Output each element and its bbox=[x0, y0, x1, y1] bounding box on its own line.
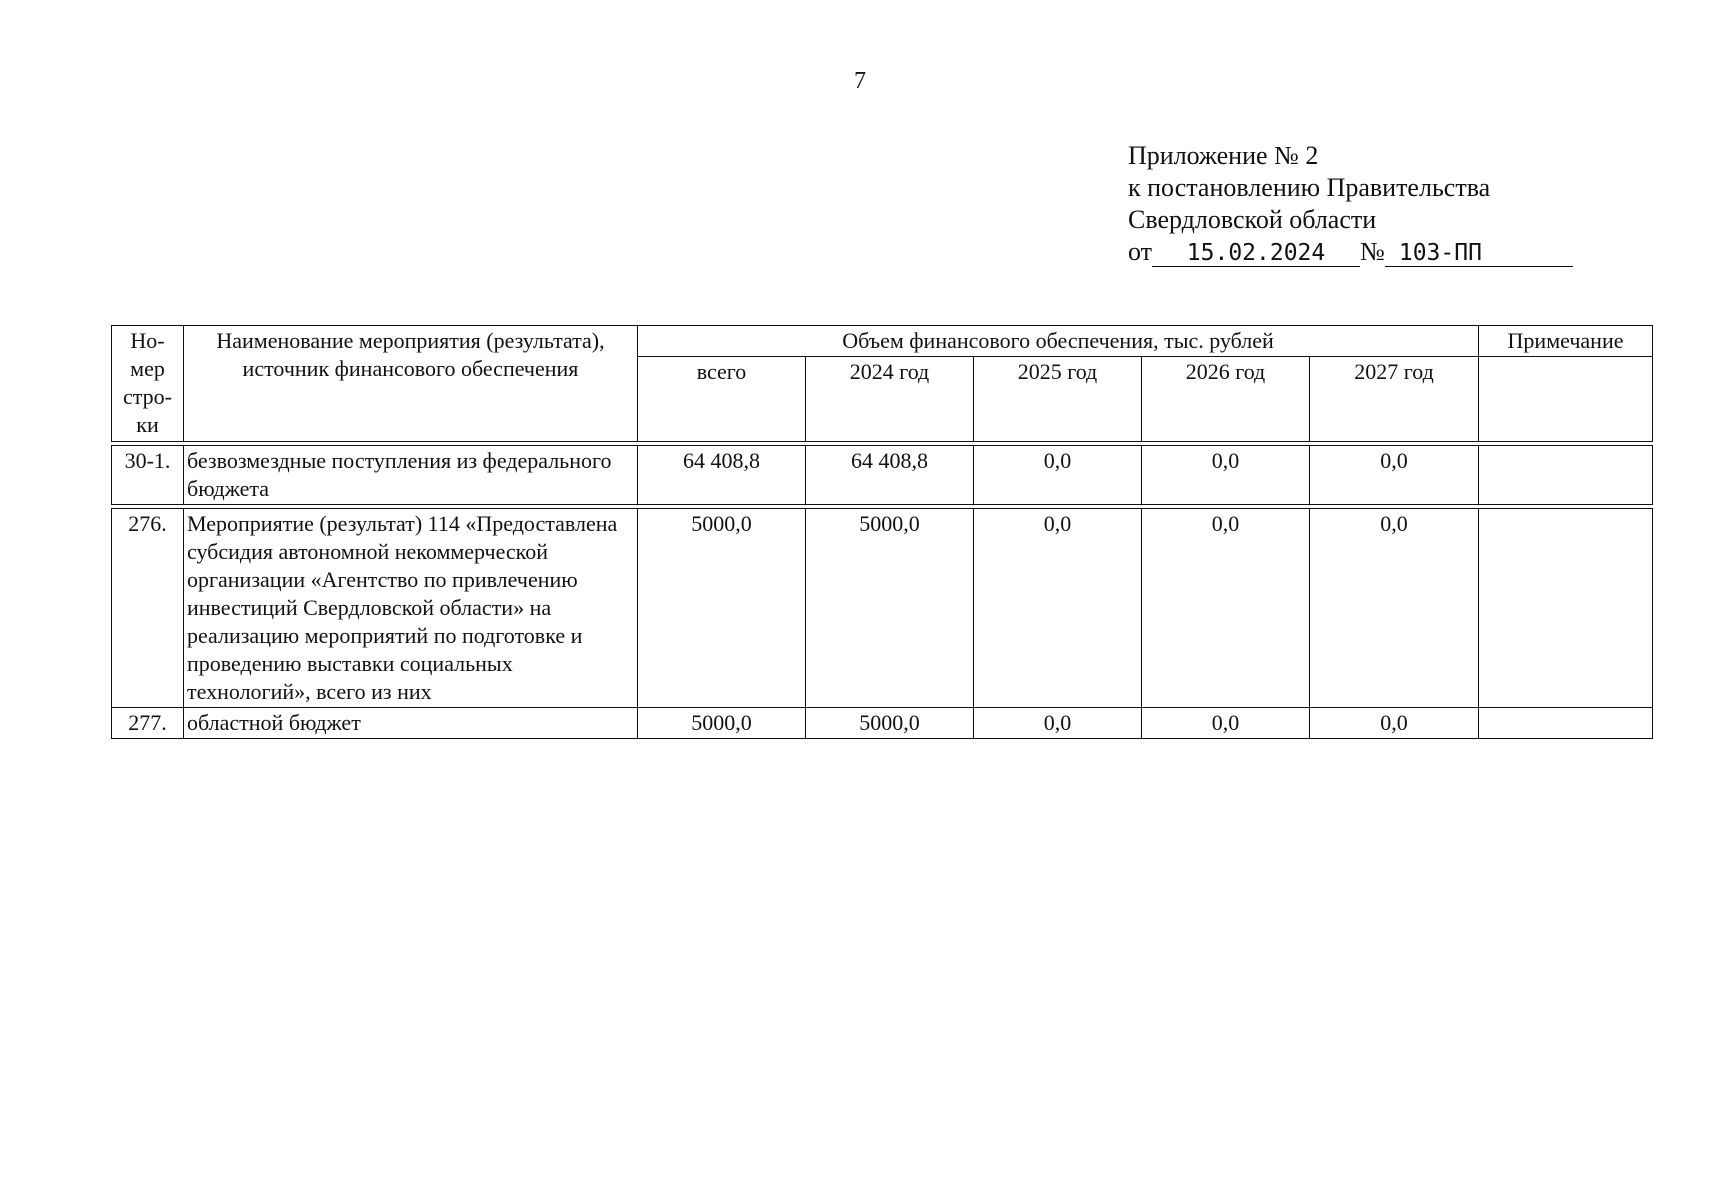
header-funding-group: Объем финансового обеспечения, тыс. рублей bbox=[638, 326, 1479, 357]
header-row-1 bbox=[112, 326, 1653, 357]
page-number: 7 bbox=[854, 68, 866, 94]
row-number: 277. bbox=[112, 708, 184, 739]
row-note bbox=[1479, 509, 1653, 708]
row-2027: 0,0 bbox=[1310, 509, 1479, 708]
decree-number: 103-ПП bbox=[1385, 240, 1573, 267]
row-2026: 0,0 bbox=[1142, 708, 1310, 739]
row-2024: 64 408,8 bbox=[806, 446, 974, 505]
header-2024: 2024 год bbox=[806, 357, 974, 442]
appendix-header bbox=[1128, 140, 1573, 268]
row-number: 30-1. bbox=[112, 446, 184, 505]
row-2025: 0,0 bbox=[974, 509, 1142, 708]
row-note bbox=[1479, 446, 1653, 505]
row-total: 64 408,8 bbox=[638, 446, 806, 505]
row-2025: 0,0 bbox=[974, 708, 1142, 739]
decree-date: 15.02.2024 bbox=[1152, 240, 1360, 267]
row-2027: 0,0 bbox=[1310, 446, 1479, 505]
row-2026: 0,0 bbox=[1142, 509, 1310, 708]
appendix-title: Приложение № 2 bbox=[1128, 141, 1319, 170]
header-note-blank bbox=[1479, 357, 1653, 442]
funding-table bbox=[111, 325, 1653, 739]
row-2025: 0,0 bbox=[974, 446, 1142, 505]
row-name: областной бюджет bbox=[184, 708, 638, 739]
header-name: Наименование мероприятия (результата), источник финансового обеспечения bbox=[184, 326, 638, 442]
row-name: безвозмездные поступления из федерального бюджета bbox=[184, 446, 638, 505]
row-2027: 0,0 bbox=[1310, 708, 1479, 739]
appendix-decree-ref: к постановлению Правительства bbox=[1128, 173, 1491, 202]
header-2025: 2025 год bbox=[974, 357, 1142, 442]
row-2024: 5000,0 bbox=[806, 708, 974, 739]
row-total: 5000,0 bbox=[638, 708, 806, 739]
header-row-number: Но-мер стро-ки bbox=[112, 326, 184, 442]
row-2024: 5000,0 bbox=[806, 509, 974, 708]
row-note bbox=[1479, 708, 1653, 739]
header-note: Примечание bbox=[1479, 326, 1653, 357]
table-row bbox=[112, 509, 1653, 708]
header-2027: 2027 год bbox=[1310, 357, 1479, 442]
row-number: 276. bbox=[112, 509, 184, 708]
table-row bbox=[112, 708, 1653, 739]
row-total: 5000,0 bbox=[638, 509, 806, 708]
table-row bbox=[112, 446, 1653, 505]
row-2026: 0,0 bbox=[1142, 446, 1310, 505]
row-name: Мероприятие (результат) 114 «Предоставлена субсидия автономной некоммерческой организации «Агентство по привлечению инвестиций Свердловской области» на реализацию мероприятий по подготовке и проведению выставки социальных технологий», всего из них bbox=[184, 509, 638, 708]
appendix-date-number-line bbox=[1128, 236, 1573, 268]
header-total: всего bbox=[638, 357, 806, 442]
header-2026: 2026 год bbox=[1142, 357, 1310, 442]
number-prefix: № bbox=[1360, 237, 1385, 266]
date-prefix: от bbox=[1128, 237, 1153, 266]
appendix-region: Свердловской области bbox=[1128, 205, 1377, 234]
